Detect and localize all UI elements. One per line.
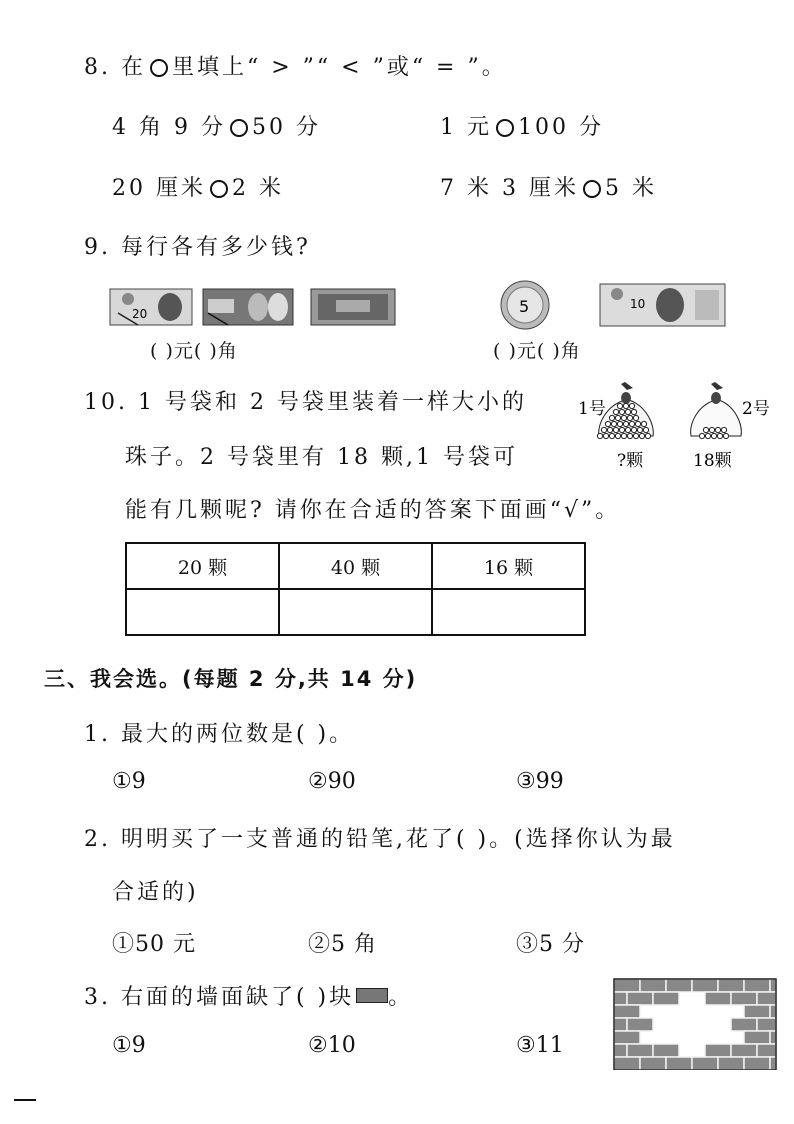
s3-q2-option-2[interactable]: ②5 角	[308, 932, 377, 957]
banknote-2jiao-icon	[203, 289, 293, 325]
table-header-cell: 16 颗	[432, 543, 585, 589]
s3-q3-option-3[interactable]: ③11	[516, 1033, 564, 1058]
q9-right-blank[interactable]: ( )元( )角	[493, 340, 581, 362]
q8-item-1-left: 4 角 9 分	[112, 115, 226, 140]
money-row-right	[495, 280, 735, 330]
circle-icon	[150, 59, 168, 77]
s3-q2-stem: 2. 明明买了一支普通的铅笔,花了( )。(选择你认为最	[84, 827, 676, 852]
brick-icon	[356, 988, 388, 1003]
q8-item-4-left: 7 米 3 厘米	[440, 176, 579, 201]
coin-value: 5	[519, 297, 530, 316]
q10-line-3: 能有几颗呢? 请你在合适的答案下面画“√”。	[125, 498, 621, 523]
bag-2-label: 2号	[742, 399, 770, 419]
s3-q3-option-2[interactable]: ②10	[308, 1033, 356, 1058]
answer-circle[interactable]	[230, 119, 248, 137]
q8-suffix: 里填上“ > ”“ < ”或“ = ”。	[171, 55, 507, 80]
q10-line-1: 10. 1 号袋和 2 号袋里装着一样大小的	[84, 390, 527, 415]
table-answer-cell[interactable]	[279, 589, 432, 635]
table-answer-cell[interactable]	[126, 589, 279, 635]
q8-item-4	[440, 171, 657, 202]
s3-q1-option-1[interactable]: ①9	[112, 769, 146, 794]
bag-1-count: ?颗	[617, 451, 644, 471]
q10-answer-table	[125, 542, 586, 636]
table-answer-cell[interactable]	[432, 589, 585, 635]
s3-q2-stem-cont: 合适的)	[112, 880, 199, 905]
bag-2-count: 18颗	[693, 451, 732, 471]
q9-title: 9. 每行各有多少钱?	[84, 235, 311, 260]
page-footer-rule	[14, 1099, 36, 1101]
s3-q1-stem: 1. 最大的两位数是( )。	[84, 722, 355, 747]
q10-line-2: 珠子。2 号袋里有 18 颗,1 号袋可	[125, 445, 518, 470]
q8-title	[84, 50, 507, 81]
banknote-20-value: 20	[132, 307, 148, 321]
q9-left-blank[interactable]: ( )元( )角	[150, 340, 238, 362]
answer-circle[interactable]	[496, 119, 514, 137]
q8-item-3	[112, 171, 284, 202]
s3-q3-stem: 3. 右面的墙面缺了( )块	[84, 985, 355, 1010]
q8-item-2-left: 1 元	[440, 115, 492, 140]
answer-circle[interactable]	[583, 180, 601, 198]
banknote-10-icon	[600, 284, 725, 326]
section-3-heading: 三、我会选。(每题 2 分,共 14 分)	[44, 667, 418, 691]
s3-q2-option-1[interactable]: ①50 元	[112, 932, 196, 957]
bag-1-label: 1号	[578, 399, 606, 419]
s3-q3-stem-line	[84, 980, 413, 1011]
answer-circle[interactable]	[210, 180, 228, 198]
s3-q1-option-3[interactable]: ③99	[516, 769, 564, 794]
bags-illustration	[575, 382, 780, 474]
table-header-cell: 20 颗	[126, 543, 279, 589]
money-row-left	[108, 285, 398, 329]
s3-q1-option-2[interactable]: ②90	[308, 769, 356, 794]
banknote-1jiao-icon	[311, 289, 395, 325]
q8-item-1	[112, 110, 321, 141]
s3-q3-stem-end: 。	[388, 985, 414, 1010]
q8-item-3-left: 20 厘米	[112, 176, 206, 201]
s3-q2-option-3[interactable]: ③5 分	[516, 932, 585, 957]
s3-q3-option-1[interactable]: ①9	[112, 1033, 146, 1058]
table-header-cell: 40 颗	[279, 543, 432, 589]
q8-item-3-right: 2 米	[232, 176, 284, 201]
q8-item-1-right: 50 分	[251, 115, 321, 140]
q8-item-2-right: 100 分	[518, 115, 604, 140]
banknote-10-value: 10	[630, 297, 646, 311]
coin-5-icon	[501, 281, 549, 329]
q8-prefix: 8. 在	[84, 55, 146, 80]
brick-wall-illustration	[612, 978, 778, 1070]
q8-item-4-right: 5 米	[604, 176, 657, 201]
banknote-20-icon	[110, 289, 192, 325]
q8-item-2	[440, 110, 604, 141]
